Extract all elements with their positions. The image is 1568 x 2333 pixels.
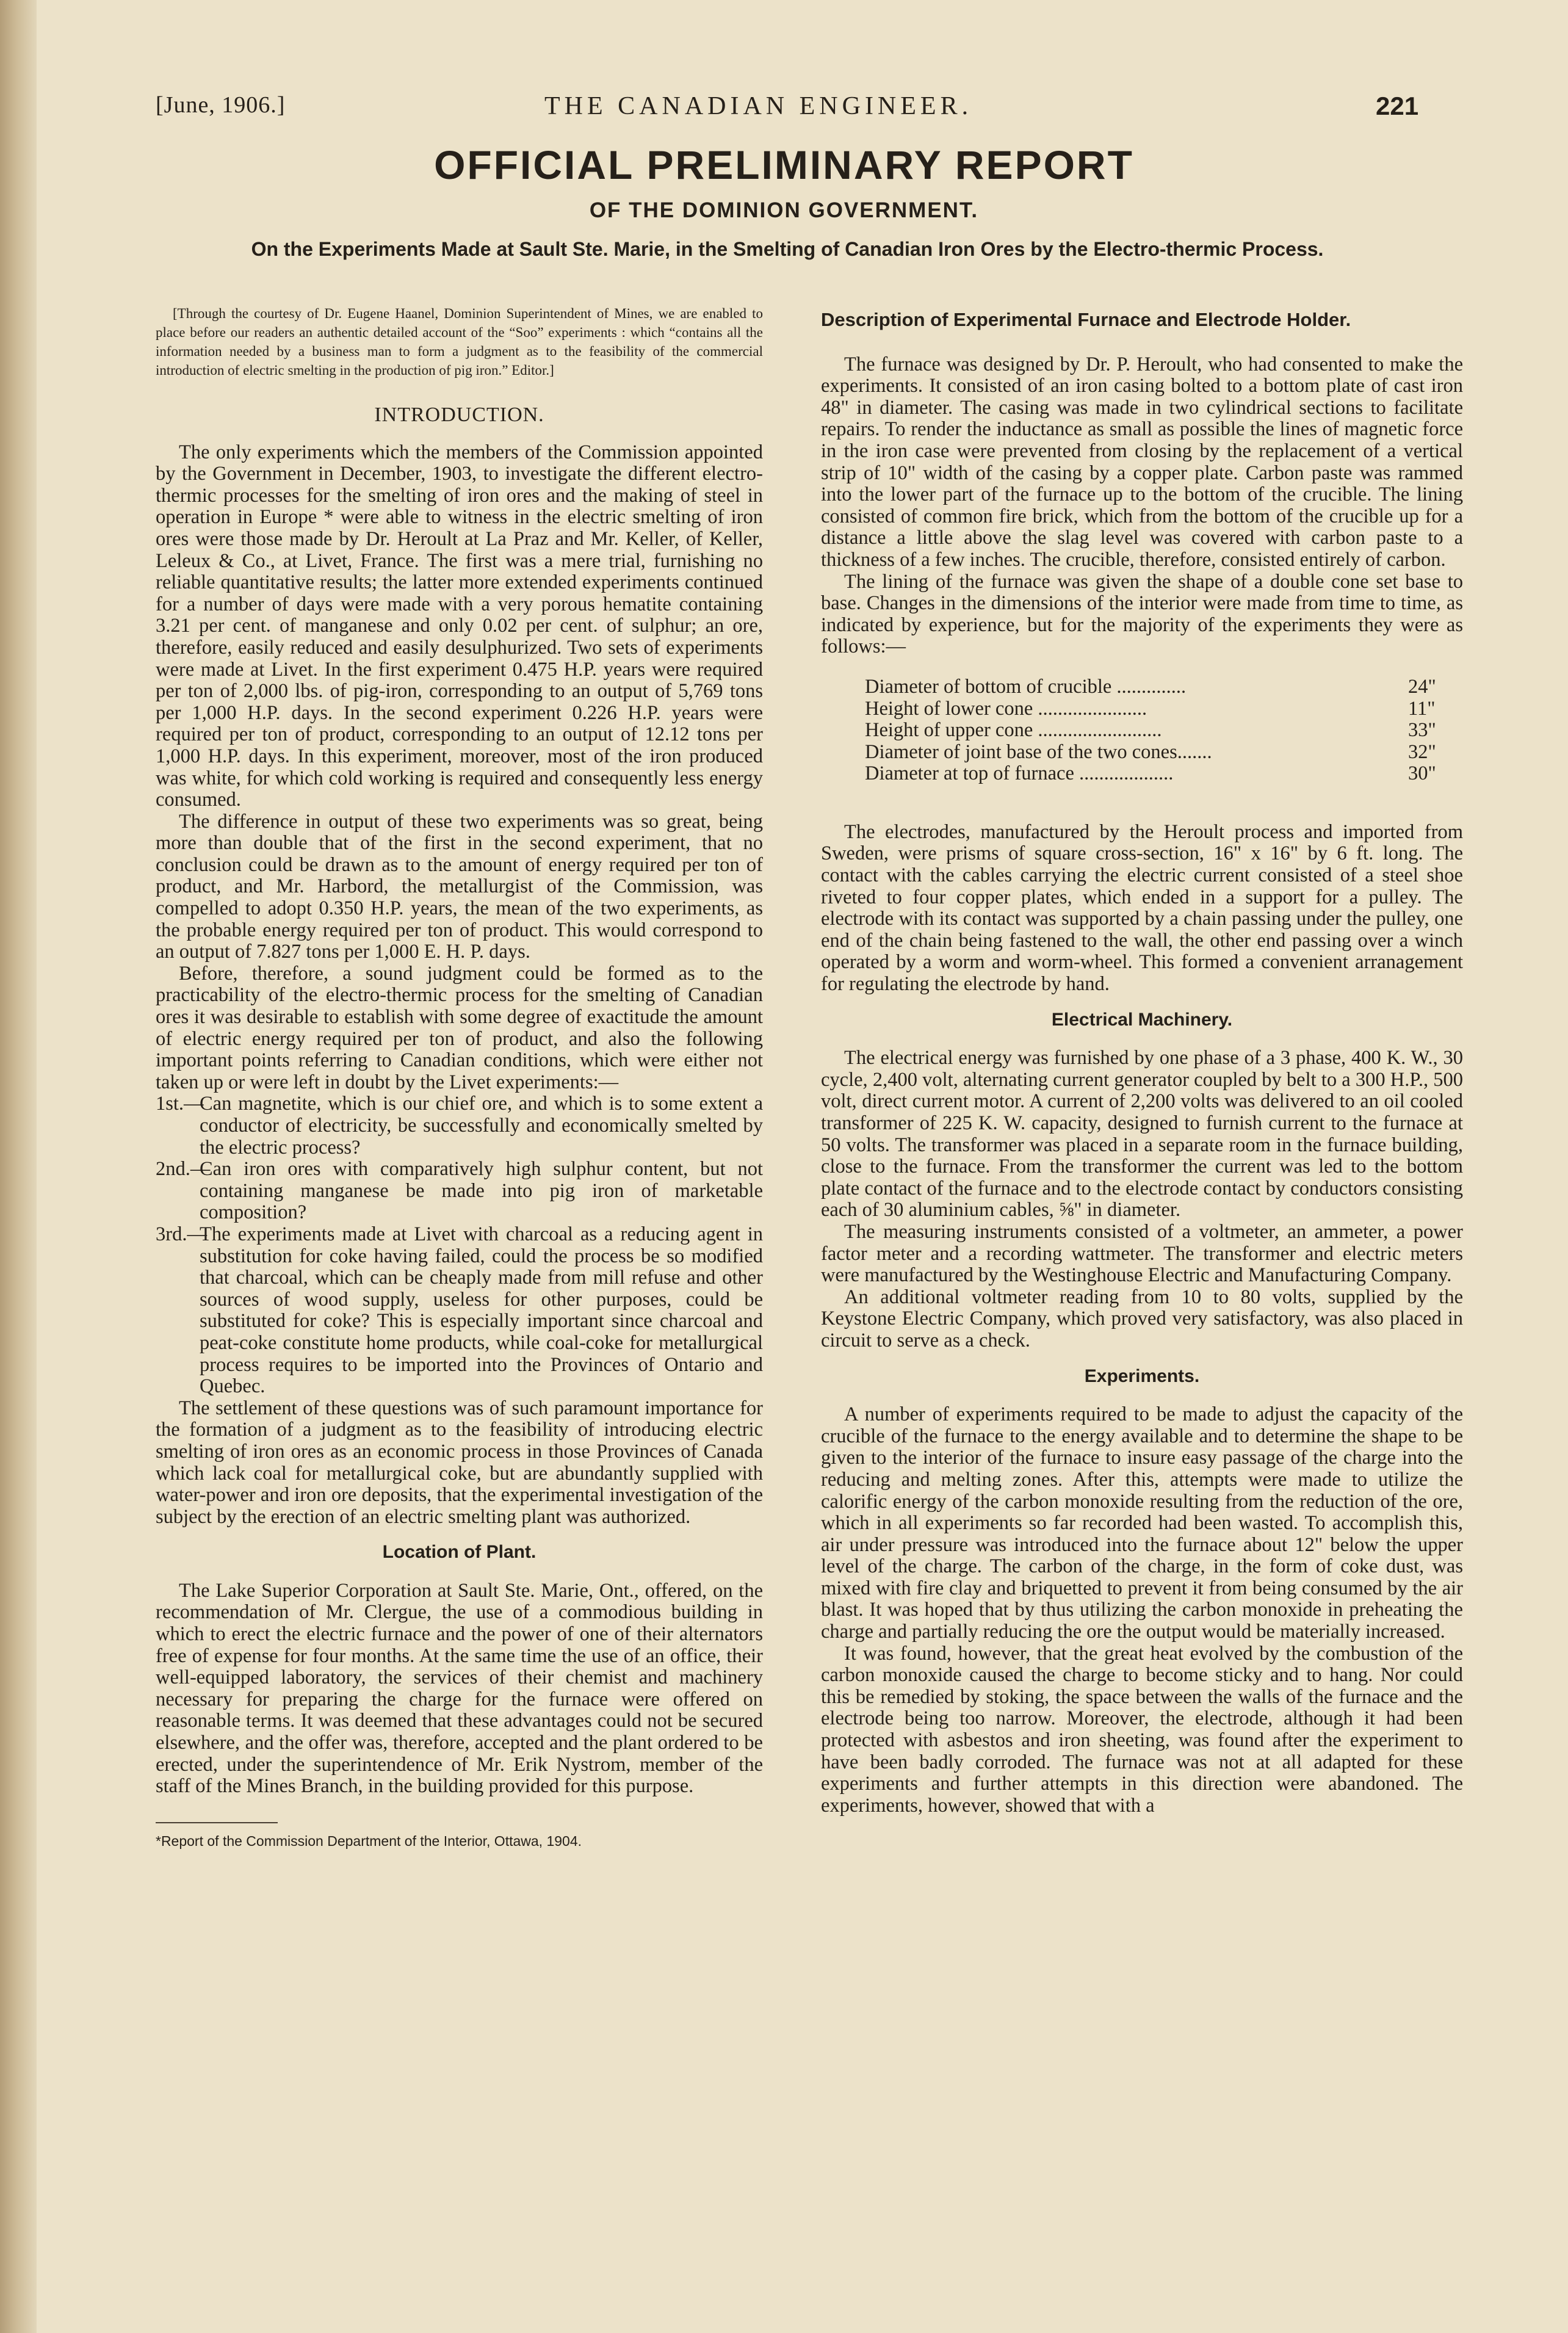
dimension-label: Height of lower cone ......................: [865, 697, 1147, 720]
dimension-value: 11": [1408, 697, 1436, 720]
dimension-label: Diameter of bottom of crucible ..............: [865, 675, 1187, 698]
location-paragraph: The Lake Superior Corporation at Sault Ste. Marie, Ont., offered, on the recommendation of Mr. Clergue, the use of a commodious building in which to erect the electric furnace and the power of one of their alternators free of expense for four months. At the same time the use of an office, their well-equipped laboratory, the services of their chemist and machinery necessary for preparing the charge for the furnace were offered on reasonable terms. It was deemed that these advantages could not be secured elsewhere, and the offer was, therefore, accepted and the plant ordered to be erected, under the superintendence of Mr. Erik Nystrom, member of the staff of the Mines Branch, in the building provided for this purpose.: [156, 1579, 763, 1798]
section-heading-location: Location of Plant.: [382, 1542, 537, 1563]
furnace-paragraph: The lining of the furnace was given the shape of a double cone set base to base. Changes in the dimensions of the interior were made from time to time, as indicated by experience, but for the majority of the experiments they were as follows:—: [821, 570, 1463, 658]
experiments-paragraph: A number of experiments required to be made to adjust the capacity of the crucible of the furnace to the energy available and to determine the shape to be given to the interior of the furnace to insure easy passage of the charge into the reducing and melting zones. After this, attempts were made to utilize the calorific energy of the carbon monoxide resulting from the reduction of the ore, which in all experiments so far recorded had been wasted. To accomplish this, air under pressure was introduced into the furnace about 12" below the upper level of the charge. The carbon of the charge, in the form of coke dust, was mixed with fire clay and briquetted to prevent it from being consumed by the air blast. It was hoped that by thus utilizing the carbon monoxide in preheating the charge and partially reducing the ore the output would be materially increased.: [821, 1403, 1463, 1643]
dimension-value: 32": [1408, 740, 1436, 763]
question-label: 1st.—: [156, 1093, 204, 1115]
section-heading-machinery: Electrical Machinery.: [1051, 1009, 1233, 1030]
journal-title: THE CANADIAN ENGINEER.: [544, 92, 973, 120]
dimension-value: 33": [1408, 719, 1436, 742]
machinery-paragraph: An additional voltmeter reading from 10 to 80 volts, supplied by the Keystone Electric Company, which proved very satisfactory, was also placed in circuit to serve as a check.: [821, 1286, 1463, 1351]
intro-paragraph: Before, therefore, a sound judgment could be formed as to the practicability of the electro-thermic process for the smelting of Canadian ores it was desirable to establish with some degree of exactitude the amount of electric energy required per ton of product, and also the following important points referring to Canadian conditions, which were either not taken up or were left in doubt by the Livet experiments:—: [156, 962, 763, 1093]
dimension-row: [865, 698, 1445, 720]
dimension-row: [865, 742, 1445, 764]
furnace-paragraph: The furnace was designed by Dr. P. Heroult, who had consented to make the experiments. It consisted of an iron casing bolted to a bottom plate of cast iron 48" in diameter. The casing was made in two cylindrical sections to facilitate repairs. To render the inductance as small as possible the lines of magnetic force in the iron case were prevented from closing by the replacement of a vertical strip of 10" width of the casing by a copper plate. Carbon paste was rammed into the lower part of the furnace up to the bottom of the crucible. The lining consisted of common fire brick, which from the bottom of the crucible up for a distance a little above the slag level was covered with carbon paste to a thickness of a few inches. The crucible, therefore, consisted entirely of carbon.: [821, 353, 1463, 571]
experiments-paragraph: It was found, however, that the great heat evolved by the combustion of the carbon monoxide caused the charge to become sticky and to hang. Nor could this be remedied by stoking, the space between the walls of the furnace and the electrode being too narrow. Moreover, the electrode, although it had been protected with asbestos and iron sheeting, was found after the experiment to have been badly corroded. The furnace was not at all adapted for these experiments and further attempts in this direction were abandoned. The experiments, however, showed that with a: [821, 1642, 1463, 1817]
section-heading-experiments: Experiments.: [1084, 1365, 1200, 1386]
dimension-label: Diameter at top of furnace ...................: [865, 762, 1174, 785]
article-description: On the Experiments Made at Sault Ste. Marie, in the Smelting of Canadian Iron Ores by the Electro-thermic Process.: [251, 238, 1324, 260]
right-column: [821, 304, 1463, 1817]
section-heading-furnace: Description of Experimental Furnace and Electrode Holder.: [821, 309, 1351, 330]
question-list: [156, 1093, 763, 1397]
question-text: The experiments made at Livet with charcoal as a reducing agent in substitution for coke having failed, could the process be so modified that charcoal, which can be cheaply made from mill refuse and other sources of wood supply, useless for other purposes, could be substituted for coke? This is especially important since charcoal and peat-coke constitute home products, while coal-coke for metallurgical process requires to be imported into the Provinces of Ontario and Quebec.: [200, 1223, 763, 1398]
dimension-value: 24": [1408, 675, 1436, 698]
section-heading-introduction: INTRODUCTION.: [374, 403, 544, 426]
machinery-paragraph: The electrical energy was furnished by one phase of a 3 phase, 400 K. W., 30 cycle, 2,400 volt, alternating current generator coupled by belt to a 300 H.P., 500 volt, direct current motor. A current of 2,200 volts was delivered to an oil cooled transformer of 225 K. W. capacity, designed to furnish current to the furnace at 50 volts. The transformer was placed in a separate room in the furnace building, close to the furnace. From the transformer the current was led to the bottom plate contact of the furnace and to the electrode contact by conductors consisting each of 30 aluminium cables, ⅝" in diameter.: [821, 1047, 1463, 1221]
dimension-row: [865, 676, 1445, 698]
dimension-row: [865, 720, 1445, 742]
question-text: Can magnetite, which is our chief ore, and which is to some extent a conductor of electricity, be successfully and economically smelted by the electric process?: [200, 1093, 763, 1159]
page-number: 221: [1376, 92, 1419, 120]
dimension-row: [865, 763, 1445, 785]
question-item: [156, 1093, 763, 1159]
dimension-label: Diameter of joint base of the two cones.......: [865, 740, 1212, 763]
dimension-value: 30": [1408, 762, 1436, 785]
editor-note: [Through the courtesy of Dr. Eugene Haanel, Dominion Superintendent of Mines, we are enabled to place before our readers an authentic detailed account of the “Soo” experiments : which “contains all the information needed by a business man to form a judgment as to the feasibility of the commercial introduction of electric smelting in the production of pig iron.” Editor.]: [156, 306, 763, 378]
question-label: 2nd.—: [156, 1158, 211, 1181]
furnace-dimensions-table: [865, 676, 1445, 785]
question-label: 3rd.—: [156, 1223, 207, 1245]
question-item: [156, 1224, 763, 1398]
article-subtitle: OF THE DOMINION GOVERNMENT.: [589, 198, 979, 222]
question-text: Can iron ores with comparatively high sulphur content, but not containing manganese be made into pig iron of marketable composition?: [200, 1158, 763, 1224]
intro-closing-paragraph: The settlement of these questions was of such paramount importance for the formation of a judgment as to the feasibility of introducing electric smelting of iron ores as an economic process in those Provinces of Canada which lack coal for metallurgical coke, but are abundantly supplied with water-power and iron ore deposits, that the experimental investigation of the subject by the erection of an electric smelting plant was authorized.: [156, 1397, 763, 1528]
dimension-label: Height of upper cone .........................: [865, 719, 1162, 742]
machinery-paragraph: The measuring instruments consisted of a voltmeter, an ammeter, a power factor meter and a recording wattmeter. The transformer and electric meters were manufactured by the Westinghouse Electric and Manufacturing Company.: [821, 1220, 1463, 1287]
question-item: [156, 1159, 763, 1224]
issue-date: [June, 1906.]: [156, 92, 286, 118]
footnote: *Report of the Commission Department of the Interior, Ottawa, 1904.: [156, 1832, 582, 1849]
electrodes-paragraph: The electrodes, manufactured by the Heroult process and imported from Sweden, were prisms of square cross-section, 16" x 16" by 6 ft. long. The contact with the cables carrying the electric current consisted of a steel shoe riveted to four copper plates, which ended in a support for a pulley. The electrode with its contact was supported by a chain passing under the pulley, one end of the chain being fastened to the wall, the other end passing over a winch operated by a worm and worm-wheel. This formed a convenient arranagement for regulating the electrode by hand.: [821, 820, 1463, 996]
page-spine-shadow: [0, 0, 37, 2333]
left-column: [156, 304, 763, 1850]
intro-paragraph: The only experiments which the members of the Commission appointed by the Government in December, 1903, to investigate the different electro-thermic processes for the smelting of iron ores and the making of steel in operation in Europe * were able to witness in the electric smelting of iron ores were those made by Dr. Heroult at La Praz and Mr. Keller, of Keller, Leleux & Co., at Livet, France. The first was a mere trial, furnishing no reliable quantitative results; the latter more extended experiments continued for a number of days were made with a very porous hematite containing 3.21 per cent. of manganese and only 0.02 per cent. of sulphur; an ore, therefore, easily reduced and easily desulphurized. Two sets of experiments were made at Livet. In the first experiment 0.475 H.P. years were required per ton of 2,000 lbs. of pig-iron, corresponding to an output of 5,769 tons per 1,000 H.P. days. In the second experiment 0.226 H.P. years were required per ton of product, corresponding to an output of 12.12 tons per 1,000 H.P. days. In this experiment, moreover, most of the iron produced was white, for which cold working is required and consequently less energy consumed.: [156, 441, 763, 811]
article-title: OFFICIAL PRELIMINARY REPORT: [434, 142, 1134, 187]
footnote-rule: [156, 1822, 278, 1823]
intro-paragraph: The difference in output of these two experiments was so great, being more than double that of the first in the second experiment, that no conclusion could be drawn as to the amount of energy required per ton of product, and Mr. Harbord, the metallurgist of the Commission, was compelled to adopt 0.350 H.P. years, the mean of the two experiments, as the probable energy required per ton of product. This would correspond to an output of 7.827 tons per 1,000 E. H. P. days.: [156, 810, 763, 963]
